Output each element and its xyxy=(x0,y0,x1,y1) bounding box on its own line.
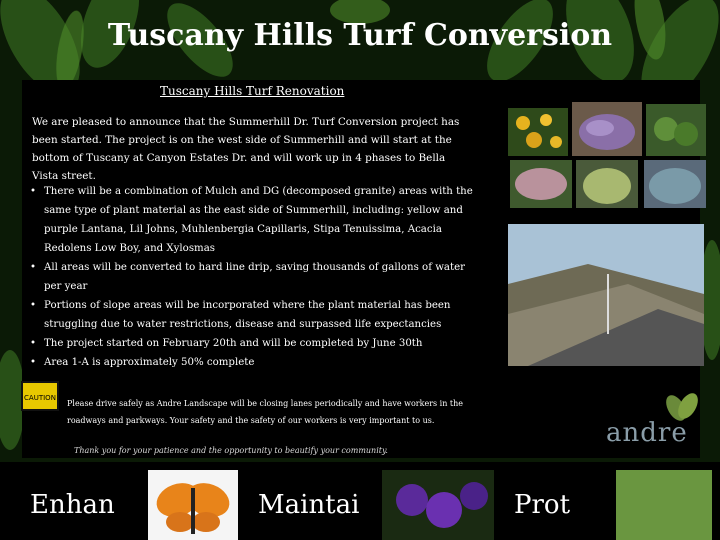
footer-label-protect: Prot xyxy=(514,490,571,520)
photo-stipa xyxy=(576,160,638,208)
caution-sign-icon xyxy=(20,378,60,414)
butterfly-image xyxy=(148,470,238,540)
bullet-item: • There will be a combination of Mulch and DG (decomposed granite) areas with the same type of plant material as the east side of Summerhill, including: yellow and purple Lantana, Lil Johns, Muhlenbergia Capillaris, Stipa Tenuissima, Acacia Redolens Low Boy, and Xylosmas xyxy=(30,182,480,258)
bullet-item: • Portions of slope areas will be incorporated where the plant material has been struggling due to water restrictions, disease and surpassed life expectancies xyxy=(30,296,480,334)
photo-pink-muhly xyxy=(510,160,572,208)
footer-label-maintain: Maintai xyxy=(258,490,360,520)
photo-acacia xyxy=(644,160,706,208)
photo-purple-lantana xyxy=(572,102,642,156)
bullet-list xyxy=(30,182,480,372)
bullet-item: • The project started on February 20th and will be completed by June 30th xyxy=(30,334,480,353)
grass-image xyxy=(616,470,712,540)
photo-street-slope xyxy=(508,224,704,366)
photo-shrub xyxy=(646,104,706,156)
thanks-text: Thank you for your patience and the opportunity to beautify your community. xyxy=(74,446,388,455)
bullet-item: • Area 1-A is approximately 50% complete xyxy=(30,353,480,372)
photo-yellow-lantana xyxy=(508,108,568,156)
caution-text: Please drive safely as Andre Landscape will be closing lanes periodically and have workers in the roadways and parkways. Your safety and the safety of our workers is very important to us. xyxy=(67,399,464,425)
page-title: Tuscany Hills Turf Conversion xyxy=(107,18,613,53)
bullet-item: • All areas will be converted to hard line drip, saving thousands of gallons of water per year xyxy=(30,258,480,296)
section-subtitle: Tuscany Hills Turf Renovation xyxy=(160,84,345,98)
caution-sign-label: CAUTION xyxy=(24,394,56,402)
intro-paragraph: We are pleased to announce that the Summerhill Dr. Turf Conversion project has been started. The project is on the west side of Summerhill and will start at the bottom of Tuscany at Canyon Estates Dr. and will work up in 4 phases to Bella Vista street. xyxy=(32,116,460,182)
purple-flowers-image xyxy=(382,470,494,540)
footer-label-enhance: Enhan xyxy=(30,490,115,520)
brand-logo-text: andre xyxy=(606,418,688,448)
